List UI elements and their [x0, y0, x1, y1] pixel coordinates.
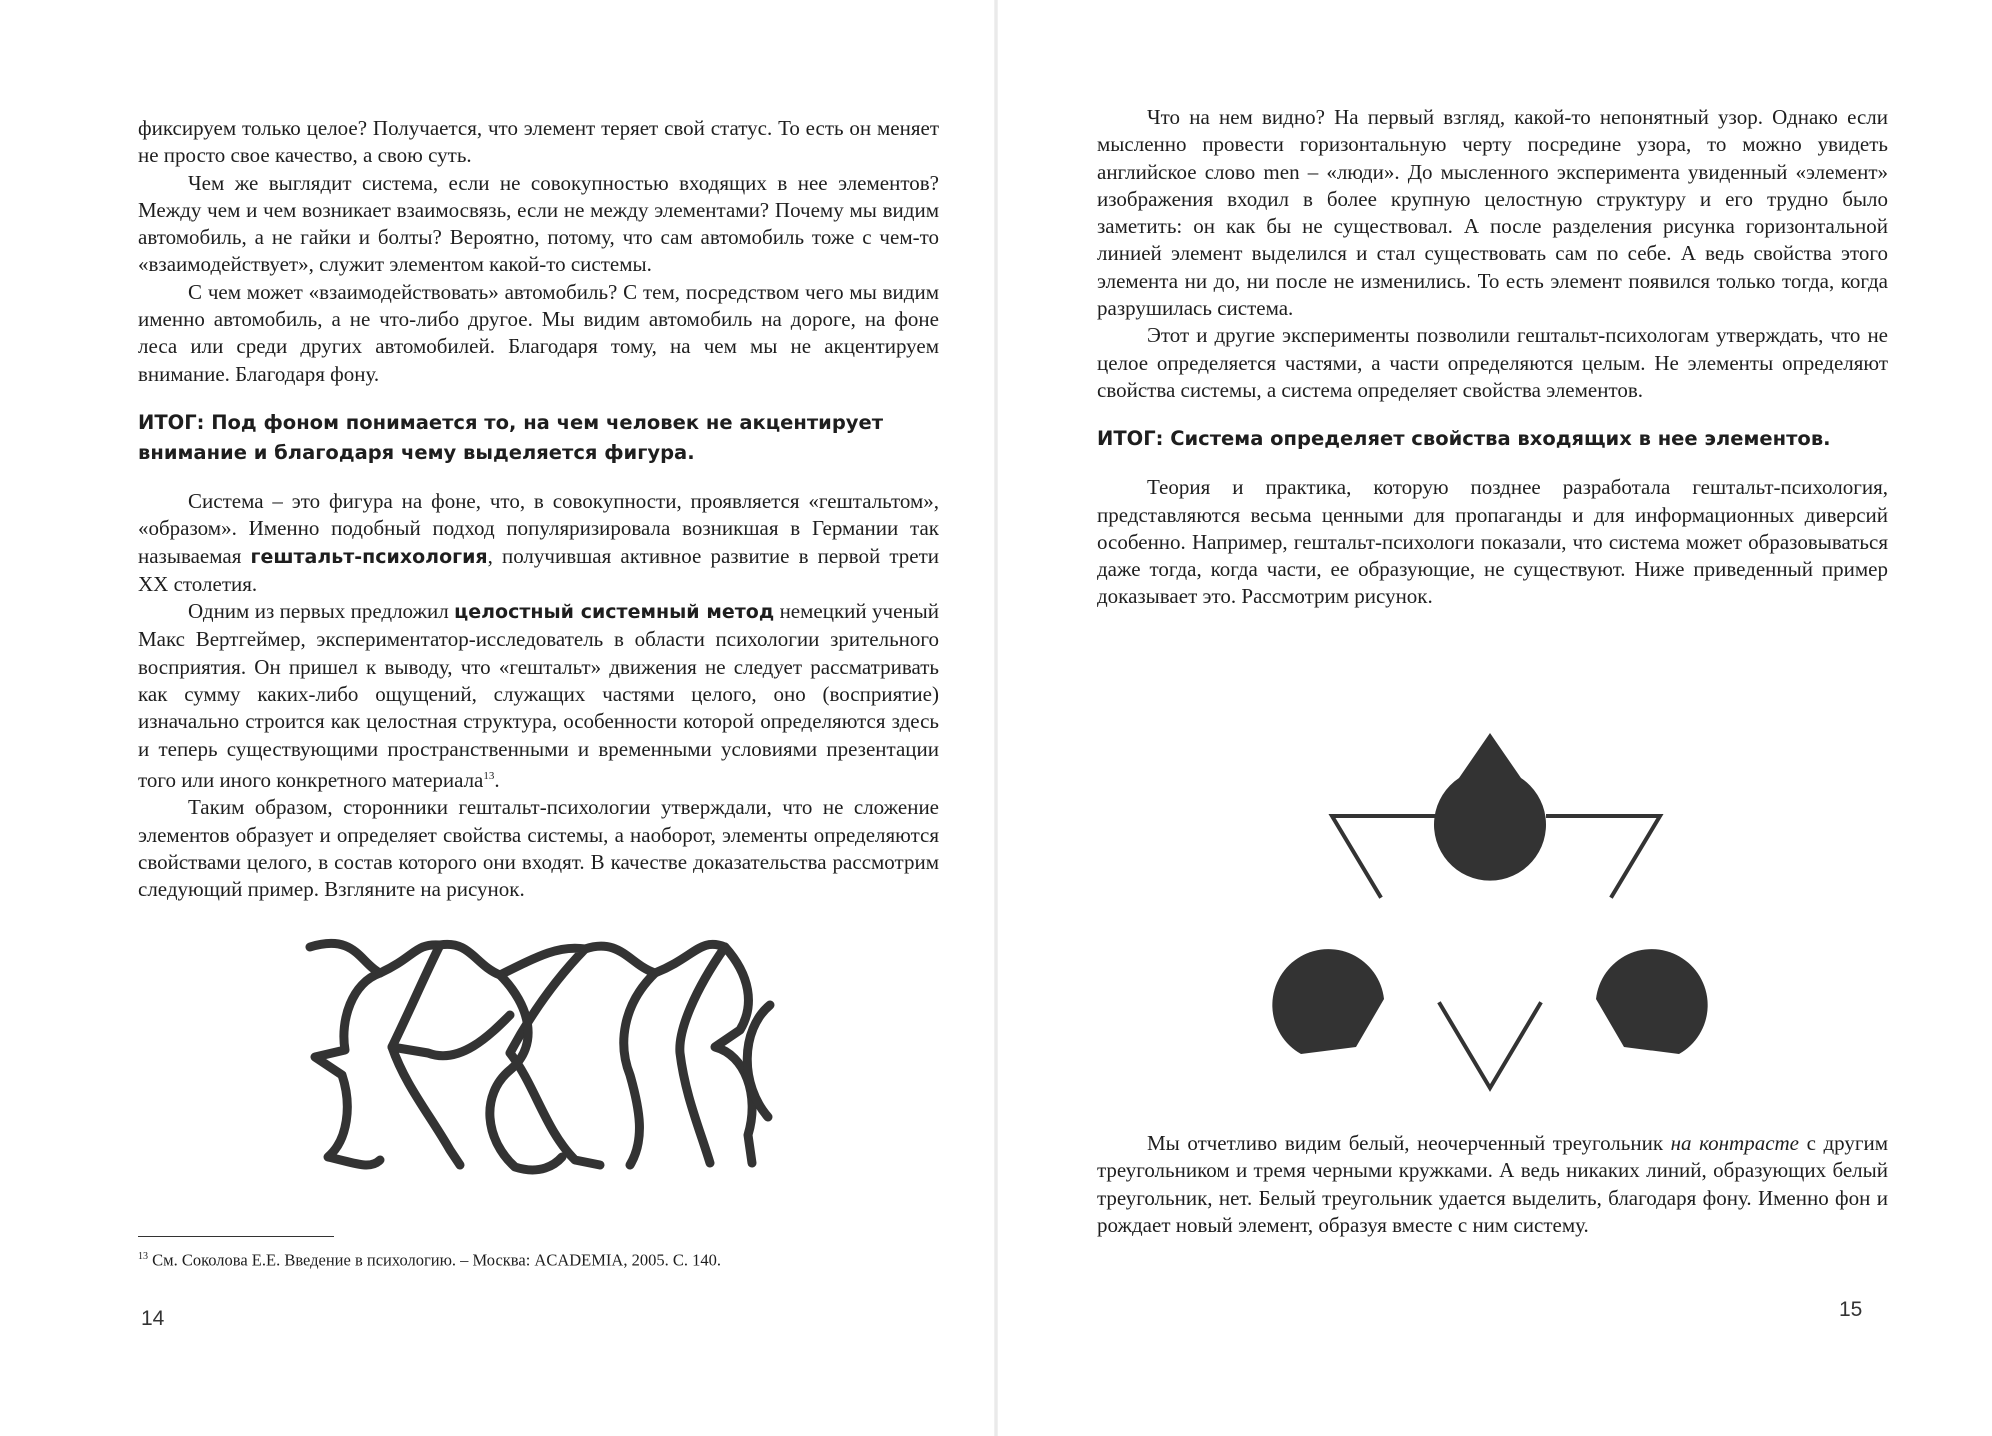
paragraph: Что на нем видно? На первый взгляд, какой-то непонятный узор. Однако если мысленно провести горизонтальную черту посредине узора, то можно увидеть английское слово men – «люди». До мысленного эксперимента увиденный «элемент» изображения входил в более крупную целостную структуру и его трудно было заметить: он как бы не существовал. А после разделения рисунка горизонтальной линией элемент выделился и стал существовать сам по себе. А ведь свойства этого элемента ни до, ни после не изменились. То есть элемент появился только тогда, когда разрушилась система.	[1097, 105, 1888, 321]
pattern-stroke	[624, 973, 655, 1165]
footnote-number: 13	[138, 1251, 148, 1262]
pacman-circle-right	[1596, 949, 1708, 1054]
page-number-right: 15	[1839, 1298, 1863, 1321]
book-spine	[994, 0, 998, 1436]
left-page-text	[138, 115, 939, 903]
page-number-left: 14	[141, 1307, 165, 1330]
paragraph	[138, 488, 939, 598]
emphasis: на контрасте	[1670, 1131, 1800, 1155]
paragraph: Чем же выглядит система, если не совокупностью входящих в нее элементов? Между чем и чем возникает взаимосвязь, если не между элементами? Почему мы видим автомобиль, а не гайки и болты? Вероятно, потому, что сам автомобиль тоже с чем-то «взаимодействует», служит элементом какой-то системы.	[138, 170, 939, 277]
paragraph: Теория и практика, которую позднее разработала гештальт-психология, представляются весьма ценными для пропаганды и для информационных диверсий особенно. Например, гештальт-психологи показали, что система может образовываться даже тогда, когда части, ее образующие, не существуют. Ниже приведенный пример доказывает это. Рассмотрим рисунок.	[1097, 475, 1888, 609]
text-run: немецкий ученый Макс Вертгеймер, экспериментатор-исследователь в области психологии зрительного восприятия. Он пришел к выводу, что «гештальт» движения не следует рассматривать как сумму каких-либо ощущений, служащих частями целого, оно (восприятие) изначально строится как целостная структура, особенности которой определяются здесь и теперь существующими пространственными и временными условиями презентации того или иного конкретного материала	[138, 599, 940, 792]
result-statement: ИТОГ: Система определяет свойства входящих в нее элементов.	[1097, 427, 1831, 451]
result-statement: ИТОГ: Под фоном понимается то, на чем человек не акцентирует внимание и благодаря чему выделяется фигура.	[138, 410, 884, 464]
paragraph	[138, 598, 939, 794]
right-page-text	[1097, 104, 1888, 611]
pattern-stroke	[392, 1015, 510, 1056]
pattern-stroke	[310, 943, 380, 1165]
outline-triangle-corner-right	[1548, 816, 1660, 896]
footnote-divider	[138, 1236, 334, 1237]
footnote	[138, 1246, 958, 1272]
text-run: .	[494, 767, 500, 792]
kanizsa-triangle-figure	[1270, 668, 1710, 1108]
text-run: Одним из первых предложил	[188, 599, 455, 624]
paragraph: Этот и другие эксперименты позволили гештальт-психологам утверждать, что не целое определяется частями, а части определяются целым. Не элементы определяют свойства системы, а система определяет свойства элементов.	[1097, 323, 1888, 402]
paragraph: С чем может «взаимодействовать» автомобиль? С тем, посредством чего мы видим именно автомобиль, а не что-либо другое. Мы видим автомобиль на дороге, на фоне леса или среди других автомобилей. Благодаря тому, на чем мы не акцентируем внимание. Благодаря фону.	[138, 279, 939, 386]
pacman-circle-left	[1272, 949, 1384, 1054]
outline-triangle-corner-bottom	[1440, 1004, 1540, 1088]
text-run: с другим треугольником и тремя черными кружками. А ведь никаких линий, образующих белый треугольник, нет. Белый треугольник удается выделить, благодаря фону. Именно фон и рождает новый элемент, образуя вместе с ним систему.	[1097, 1131, 1889, 1237]
key-term: гештальт-психология	[250, 545, 488, 568]
footnote-reference: 13	[483, 769, 495, 782]
text-run: Система – это фигура на фоне, что, в совокупности, проявляется «гештальтом», «образом». Именно подобный подход популяризировала возникшая в Германии так называемая	[138, 488, 939, 568]
text-run: Мы отчетливо видим белый, неочерченный треугольник	[1147, 1131, 1671, 1155]
paragraph	[1097, 1130, 1888, 1239]
footnote-text: См. Соколова Е.Е. Введение в психологию. – Москва: ACADEMIA, 2005. С. 140.	[148, 1250, 721, 1270]
paragraph: Таким образом, сторонники гештальт-психологии утверждали, что не сложение элементов образует и определяет свойства системы, а наоборот, элементы определяются свойствами целого, в состав которого они входят. В качестве доказательства рассмотрим следующий пример. Взгляните на рисунок.	[138, 795, 939, 902]
men-pattern-figure	[300, 935, 790, 1180]
key-term: целостный системный метод	[454, 601, 775, 624]
pacman-circle-top	[1434, 733, 1546, 881]
paragraph: фиксируем только целое? Получается, что элемент теряет свой статус. То есть он меняет не просто свое качество, а свою суть.	[138, 116, 939, 168]
right-page-text-bottom	[1097, 1130, 1888, 1239]
text-run: , получившая активное развитие в первой трети XX столетия.	[138, 543, 939, 596]
outline-triangle-corner-left	[1332, 816, 1444, 896]
